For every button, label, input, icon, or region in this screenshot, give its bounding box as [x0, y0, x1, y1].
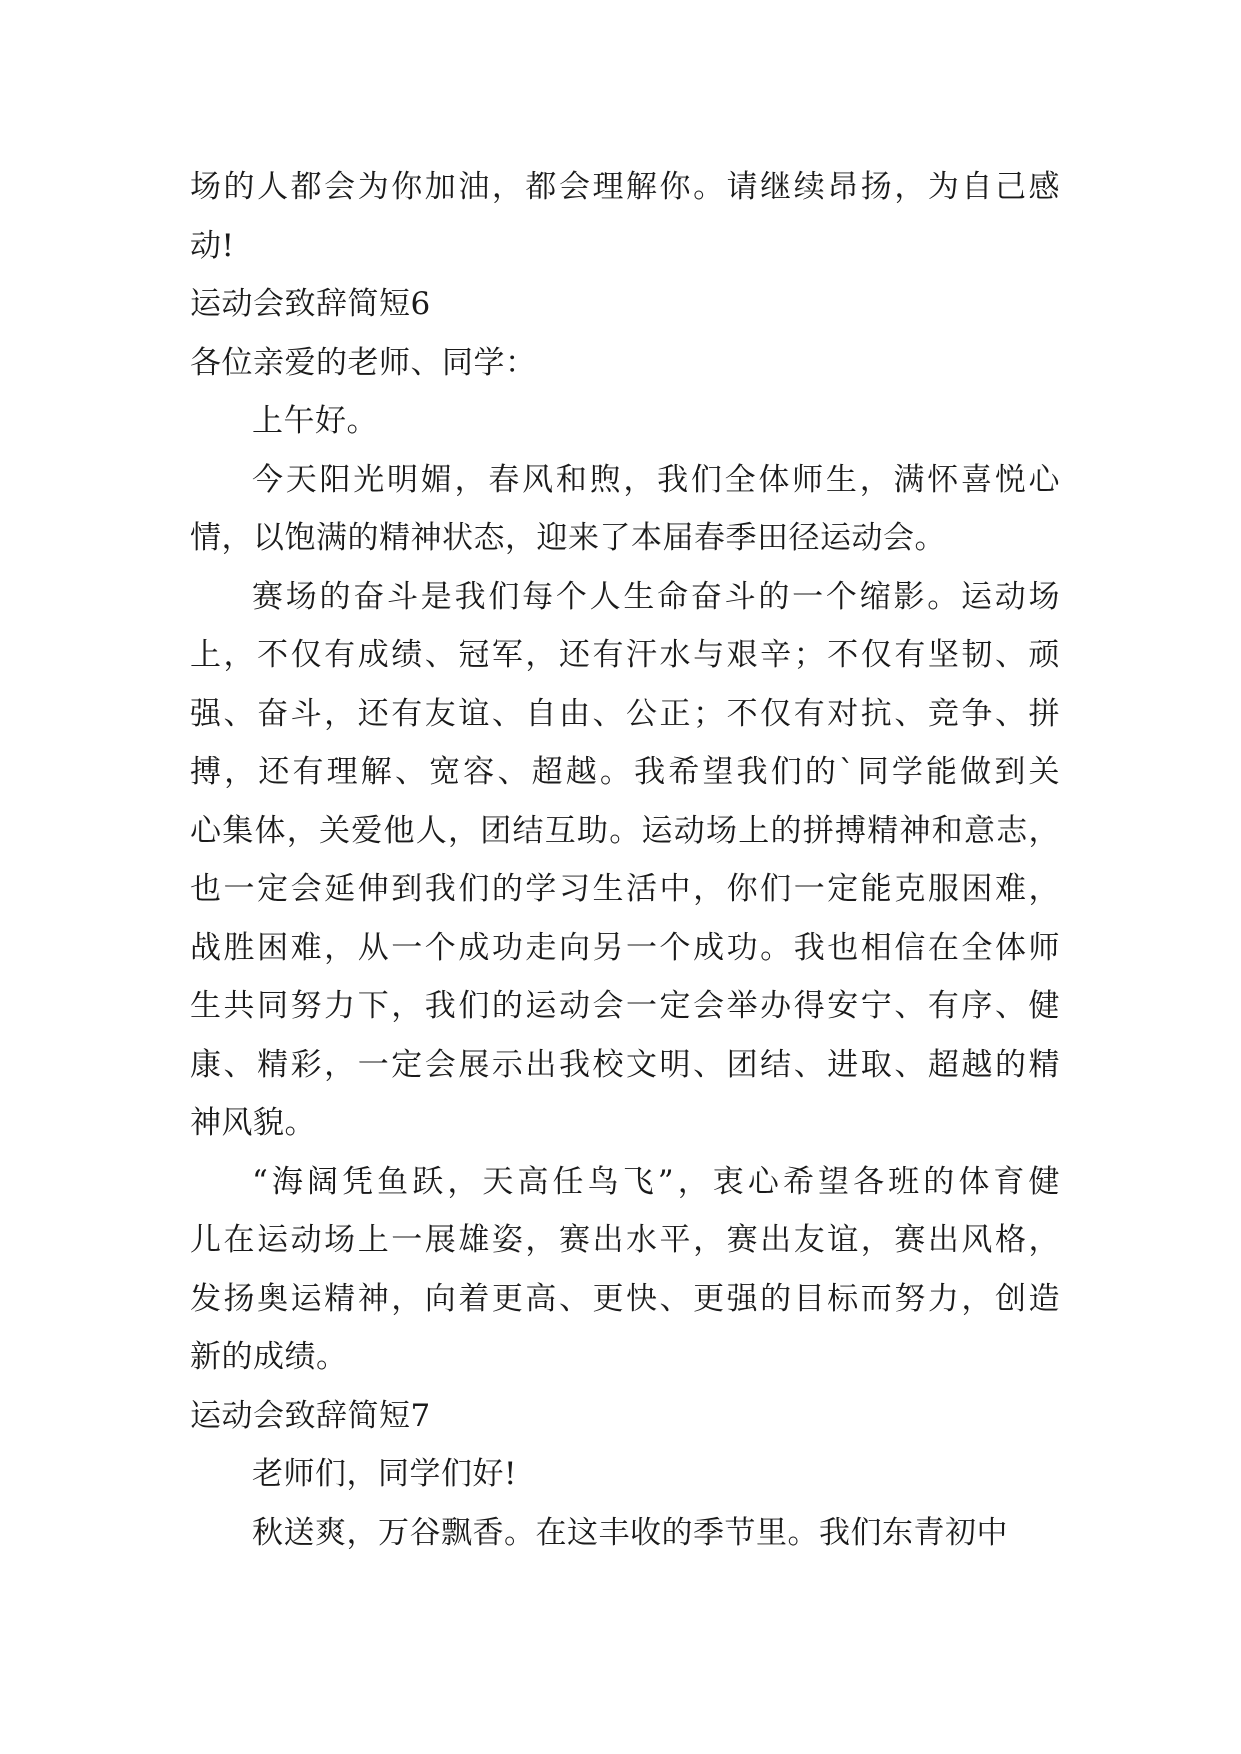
text-line: 动! [190, 227, 235, 264]
salutation-line [190, 334, 1060, 393]
body-paragraph [190, 1504, 1060, 1563]
document-page [190, 158, 1060, 1562]
text-line: 战胜困难，从一个成功走向另一个成功。我也相信在全体师 [190, 929, 1060, 966]
text-line: 上午好。 [252, 403, 378, 439]
text-line: 搏，还有理解、宽容、超越。我希望我们的`同学能做到关 [190, 754, 1060, 790]
text-line: 发扬奥运精神，向着更高、更快、更强的目标而努力，创造 [190, 1280, 1060, 1317]
text-line: 场的人都会为你加油，都会理解你。请继续昂扬，为自己感 [190, 169, 1060, 205]
body-paragraph [190, 451, 1060, 568]
body-paragraph [190, 158, 1060, 275]
text-line: 老师们，同学们好! [252, 1456, 517, 1492]
section-heading [190, 275, 1060, 334]
text-line: 神风貌。 [190, 1105, 316, 1141]
text-line: 运动会致辞简短6 [190, 286, 431, 322]
text-line: 上，不仅有成绩、冠军，还有汗水与艰辛；不仅有坚韧、顽 [190, 637, 1060, 673]
text-line: 康、精彩，一定会展示出我校文明、团结、进取、超越的精 [190, 1046, 1060, 1083]
text-line: 心集体，关爱他人，团结互助。运动场上的拼搏精神和意志， [190, 812, 1060, 849]
text-line: 新的成绩。 [190, 1339, 348, 1375]
text-line: “海阔凭鱼跃，天高任鸟飞”，衷心希望各班的体育健 [252, 1163, 1060, 1200]
text-line: 强、奋斗，还有友谊、自由、公正；不仅有对抗、竞争、拼 [190, 695, 1060, 732]
text-line: 生共同努力下，我们的运动会一定会举办得安宁、有序、健 [190, 988, 1060, 1024]
text-line: 运动会致辞简短7 [190, 1397, 431, 1434]
text-line: 赛场的奋斗是我们每个人生命奋斗的一个缩影。运动场 [252, 578, 1060, 615]
body-paragraph [190, 1153, 1060, 1387]
body-paragraph [190, 1445, 1060, 1504]
text-line: 儿在运动场上一展雄姿，赛出水平，赛出友谊，赛出风格， [190, 1222, 1060, 1258]
text-line: 今天阳光明媚，春风和煦，我们全体师生，满怀喜悦心 [252, 461, 1060, 498]
text-line: 各位亲爱的老师、同学： [190, 344, 537, 381]
section-heading [190, 1387, 1060, 1446]
text-line: 秋送爽，万谷飘香。在这丰收的季节里。我们东青初中 [252, 1514, 1008, 1551]
body-paragraph [190, 392, 1060, 451]
text-line: 情，以饱满的精神状态，迎来了本届春季田径运动会。 [190, 520, 946, 556]
text-line: 也一定会延伸到我们的学习生活中，你们一定能克服困难， [190, 871, 1060, 907]
body-paragraph [190, 568, 1060, 1153]
